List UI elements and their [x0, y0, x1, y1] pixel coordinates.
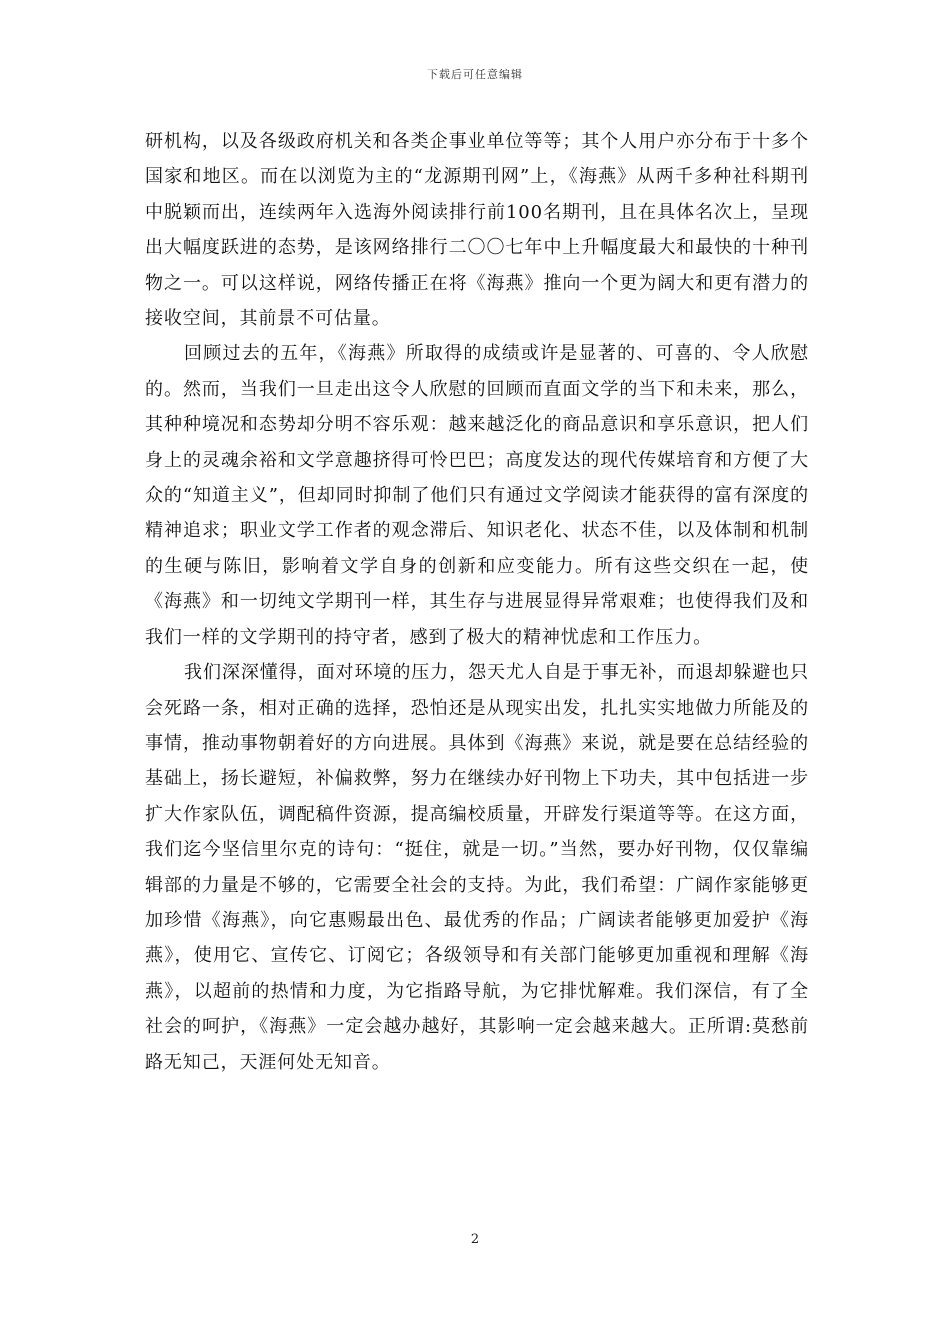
paragraph-3: 我们深深懂得，面对环境的压力，怨天尤人自是于事无补，而退却躲避也只会死路一条，相对正确的选择，恐怕还是从现实出发，扎扎实实地做力所能及的事情，推动事物朝着好的方向进展。具体到《海燕》来说，就是要在总结经验的基础上，扬长避短，补偏救弊，努力在继续办好刊物上下功夫，其中包括进一步扩大作家队伍，调配稿件资源，提高编校质量，开辟发行渠道等等。在这方面，我们迄今坚信里尔克的诗句：“挺住，就是一切。”当然，要办好刊物，仅仅靠编辑部的力量是不够的，它需要全社会的支持。为此，我们希望：广阔作家能够更加珍惜《海燕》，向它惠赐最出色、最优秀的作品；广阔读者能够更加爱护《海燕》，使用它、宣传它、订阅它；各级领导和有关部门能够更加重视和理解《海燕》，以超前的热情和力度，为它指路导航，为它排忧解难。我们深信，有了全社会的呵护，《海燕》一定会越办越好，其影响一定会越来越大。正所谓:莫愁前路无知己，天涯何处无知音。 [145, 662, 809, 1073]
document-body [145, 124, 809, 1080]
page-header: 下载后可任意编辑 [427, 68, 523, 81]
page-number: 2 [470, 1232, 480, 1247]
paragraph-2: 回顾过去的五年，《海燕》所取得的成绩或许是显著的、可喜的、令人欣慰的。然而，当我们一旦走出这令人欣慰的回顾而直面文学的当下和未来，那么，其种种境况和态势却分明不容乐观：越来越泛化的商品意识和享乐意识，把人们身上的灵魂余裕和文学意趣挤得可怜巴巴；高度发达的现代传媒培育和方便了大众的“知道主义”，但却同时抑制了他们只有通过文学阅读才能获得的富有深度的精神追求；职业文学工作者的观念滞后、知识老化、状态不佳，以及体制和机制的生硬与陈旧，影响着文学自身的创新和应变能力。所有这些交织在一起，使《海燕》和一切纯文学期刊一样，其生存与进展显得异常艰难；也使得我们及和我们一样的文学期刊的持守者，感到了极大的精神忧虑和工作压力。 [145, 343, 809, 648]
paragraph-1: 研机构，以及各级政府机关和各类企事业单位等等；其个人用户亦分布于十多个国家和地区。而在以浏览为主的“龙源期刊网”上，《海燕》从两千多种社科期刊中脱颖而出，连续两年入选海外阅读排行前100名期刊，且在具体名次上，呈现出大幅度跃进的态势，是该网络排行二〇〇七年中上升幅度最大和最快的十种刊物之一。可以这样说，网络传播正在将《海燕》推向一个更为阔大和更有潜力的接收空间，其前景不可估量。 [145, 131, 809, 330]
